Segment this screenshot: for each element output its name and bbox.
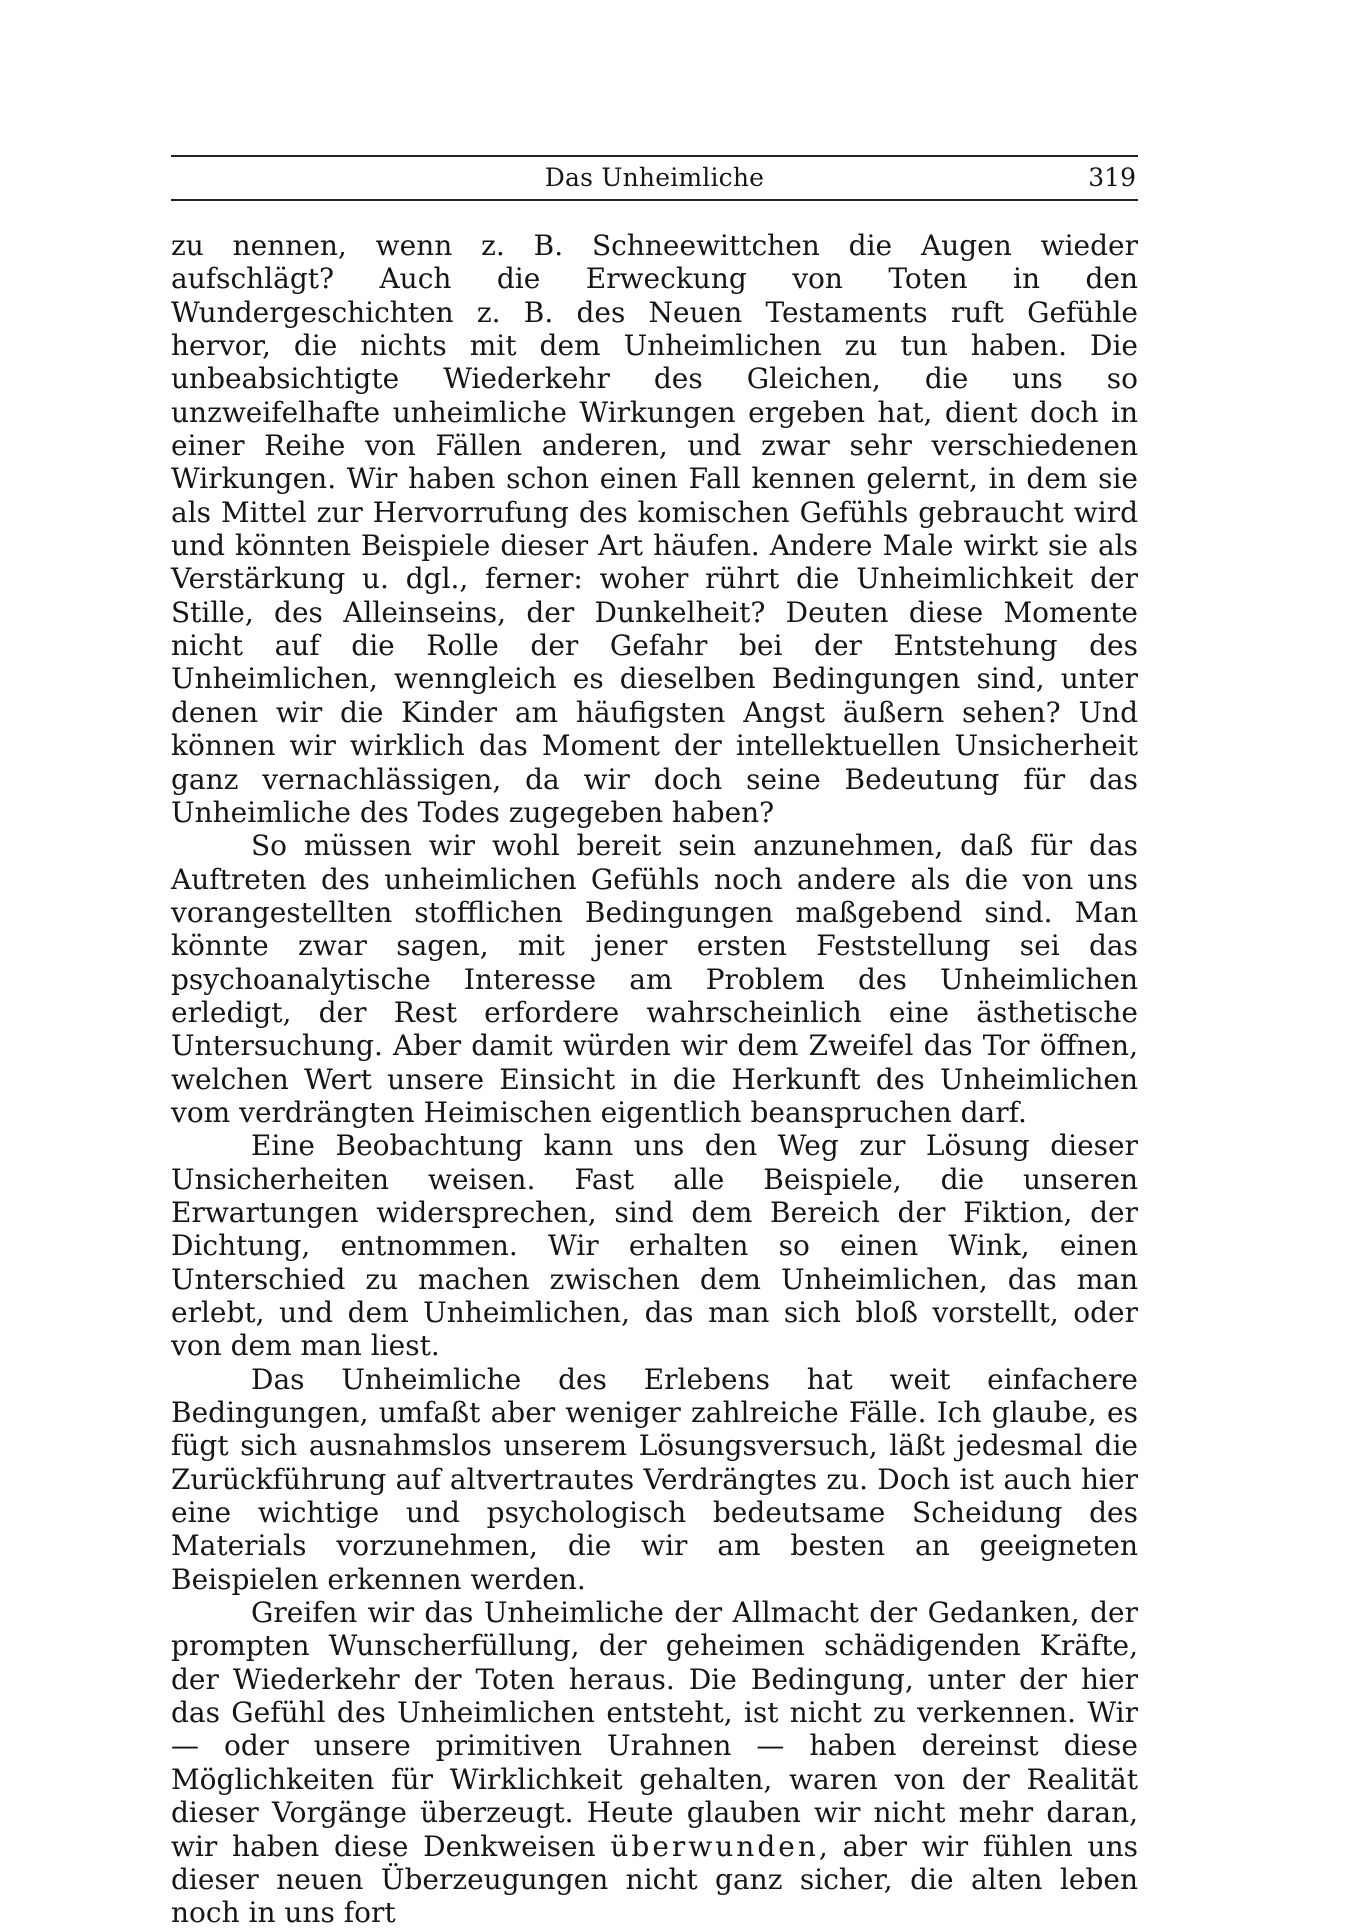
paragraph (171, 1596, 1138, 1929)
book-page (171, 155, 1138, 1930)
emphasized-word: überwunden (610, 1829, 819, 1863)
paragraph: Das Unheimliche des Erlebens hat weit einfachere Bedingungen, umfaßt aber weniger zahlreiche Fälle. Ich glaube, es fügt sich ausnahmslos unserem Lösungsversuch, läßt jedesmal die Zurückführung auf altvertrautes Verdrängtes zu. Doch ist auch hier eine wichtige und psychologisch bedeutsame Scheidung des Materials vorzunehmen, die wir am besten an geeigneten Beispielen erkennen werden. (171, 1362, 1138, 1596)
paragraph-text: Greifen wir das Unheimliche der Allmacht der Gedanken, der prompten Wunscherfüllung, der geheimen schädigenden Kräfte, der Wiederkehr der Toten heraus. Die Bedingung, unter der hier das Gefühl des Unheimlichen entsteht, ist nicht zu verkennen. Wir — oder unsere primitiven Urahnen — haben dereinst diese Möglichkeiten für Wirklichkeit gehalten, waren von der Realität dieser Vorgänge überzeugt. Heute glauben wir nicht mehr daran, wir haben diese Denkweisen (171, 1596, 1138, 1863)
paragraph: zu nennen, wenn z. B. Schneewittchen die Augen wieder aufschlägt? Auch die Erweckung von Toten in den Wundergeschichten z. B. des Neuen Testaments ruft Gefühle hervor, die nichts mit dem Unheimlichen zu tun haben. Die unbeabsichtigte Wiederkehr des Gleichen, die uns so unzweifelhafte unheimliche Wirkungen ergeben hat, dient doch in einer Reihe von Fällen anderen, und zwar sehr verschiedenen Wirkungen. Wir haben schon einen Fall kennen gelernt, in dem sie als Mittel zur Hervorrufung des komischen Gefühls gebraucht wird und könnten Beispiele dieser Art häufen. Andere Male wirkt sie als Verstärkung u. dgl., ferner: woher rührt die Unheimlichkeit der Stille, des Alleinseins, der Dunkelheit? Deuten diese Momente nicht auf die Rolle der Gefahr bei der Entstehung des Unheimlichen, wenngleich es dieselben Bedingungen sind, unter denen wir die Kinder am häufigsten Angst äußern sehen? Und können wir wirklich das Moment der intellektuellen Unsicherheit ganz vernachlässigen, da wir doch seine Bedeutung für das Unheimliche des Todes zugegeben haben? (171, 229, 1138, 829)
paragraph-text: , aber wir fühlen uns dieser neuen Überzeugungen nicht ganz sicher, die alten leben noch in uns fort (171, 1829, 1138, 1930)
header-rule-bottom (171, 199, 1138, 201)
running-head (171, 157, 1138, 199)
body-text (171, 229, 1138, 1930)
paragraph: So müssen wir wohl bereit sein anzunehmen, daß für das Auftreten des unheimlichen Gefühls noch andere als die von uns vorangestellten stofflichen Bedingungen maßgebend sind. Man könnte zwar sagen, mit jener ersten Feststellung sei das psychoanalytische Interesse am Problem des Unheimlichen erledigt, der Rest erfordere wahrscheinlich eine ästhetische Untersuchung. Aber damit würden wir dem Zweifel das Tor öffnen, welchen Wert unsere Einsicht in die Herkunft des Unheimlichen vom verdrängten Heimischen eigentlich beanspruchen darf. (171, 829, 1138, 1129)
page-number: 319 (1088, 163, 1136, 192)
paragraph: Eine Beobachtung kann uns den Weg zur Lösung dieser Unsicherheiten weisen. Fast alle Beispiele, die unseren Erwartungen widersprechen, sind dem Bereich der Fiktion, der Dichtung, entnommen. Wir erhalten so einen Wink, einen Unterschied zu machen zwischen dem Unheimlichen, das man erlebt, und dem Unheimlichen, das man sich bloß vorstellt, oder von dem man liest. (171, 1129, 1138, 1363)
running-head-title: Das Unheimliche (544, 163, 765, 192)
